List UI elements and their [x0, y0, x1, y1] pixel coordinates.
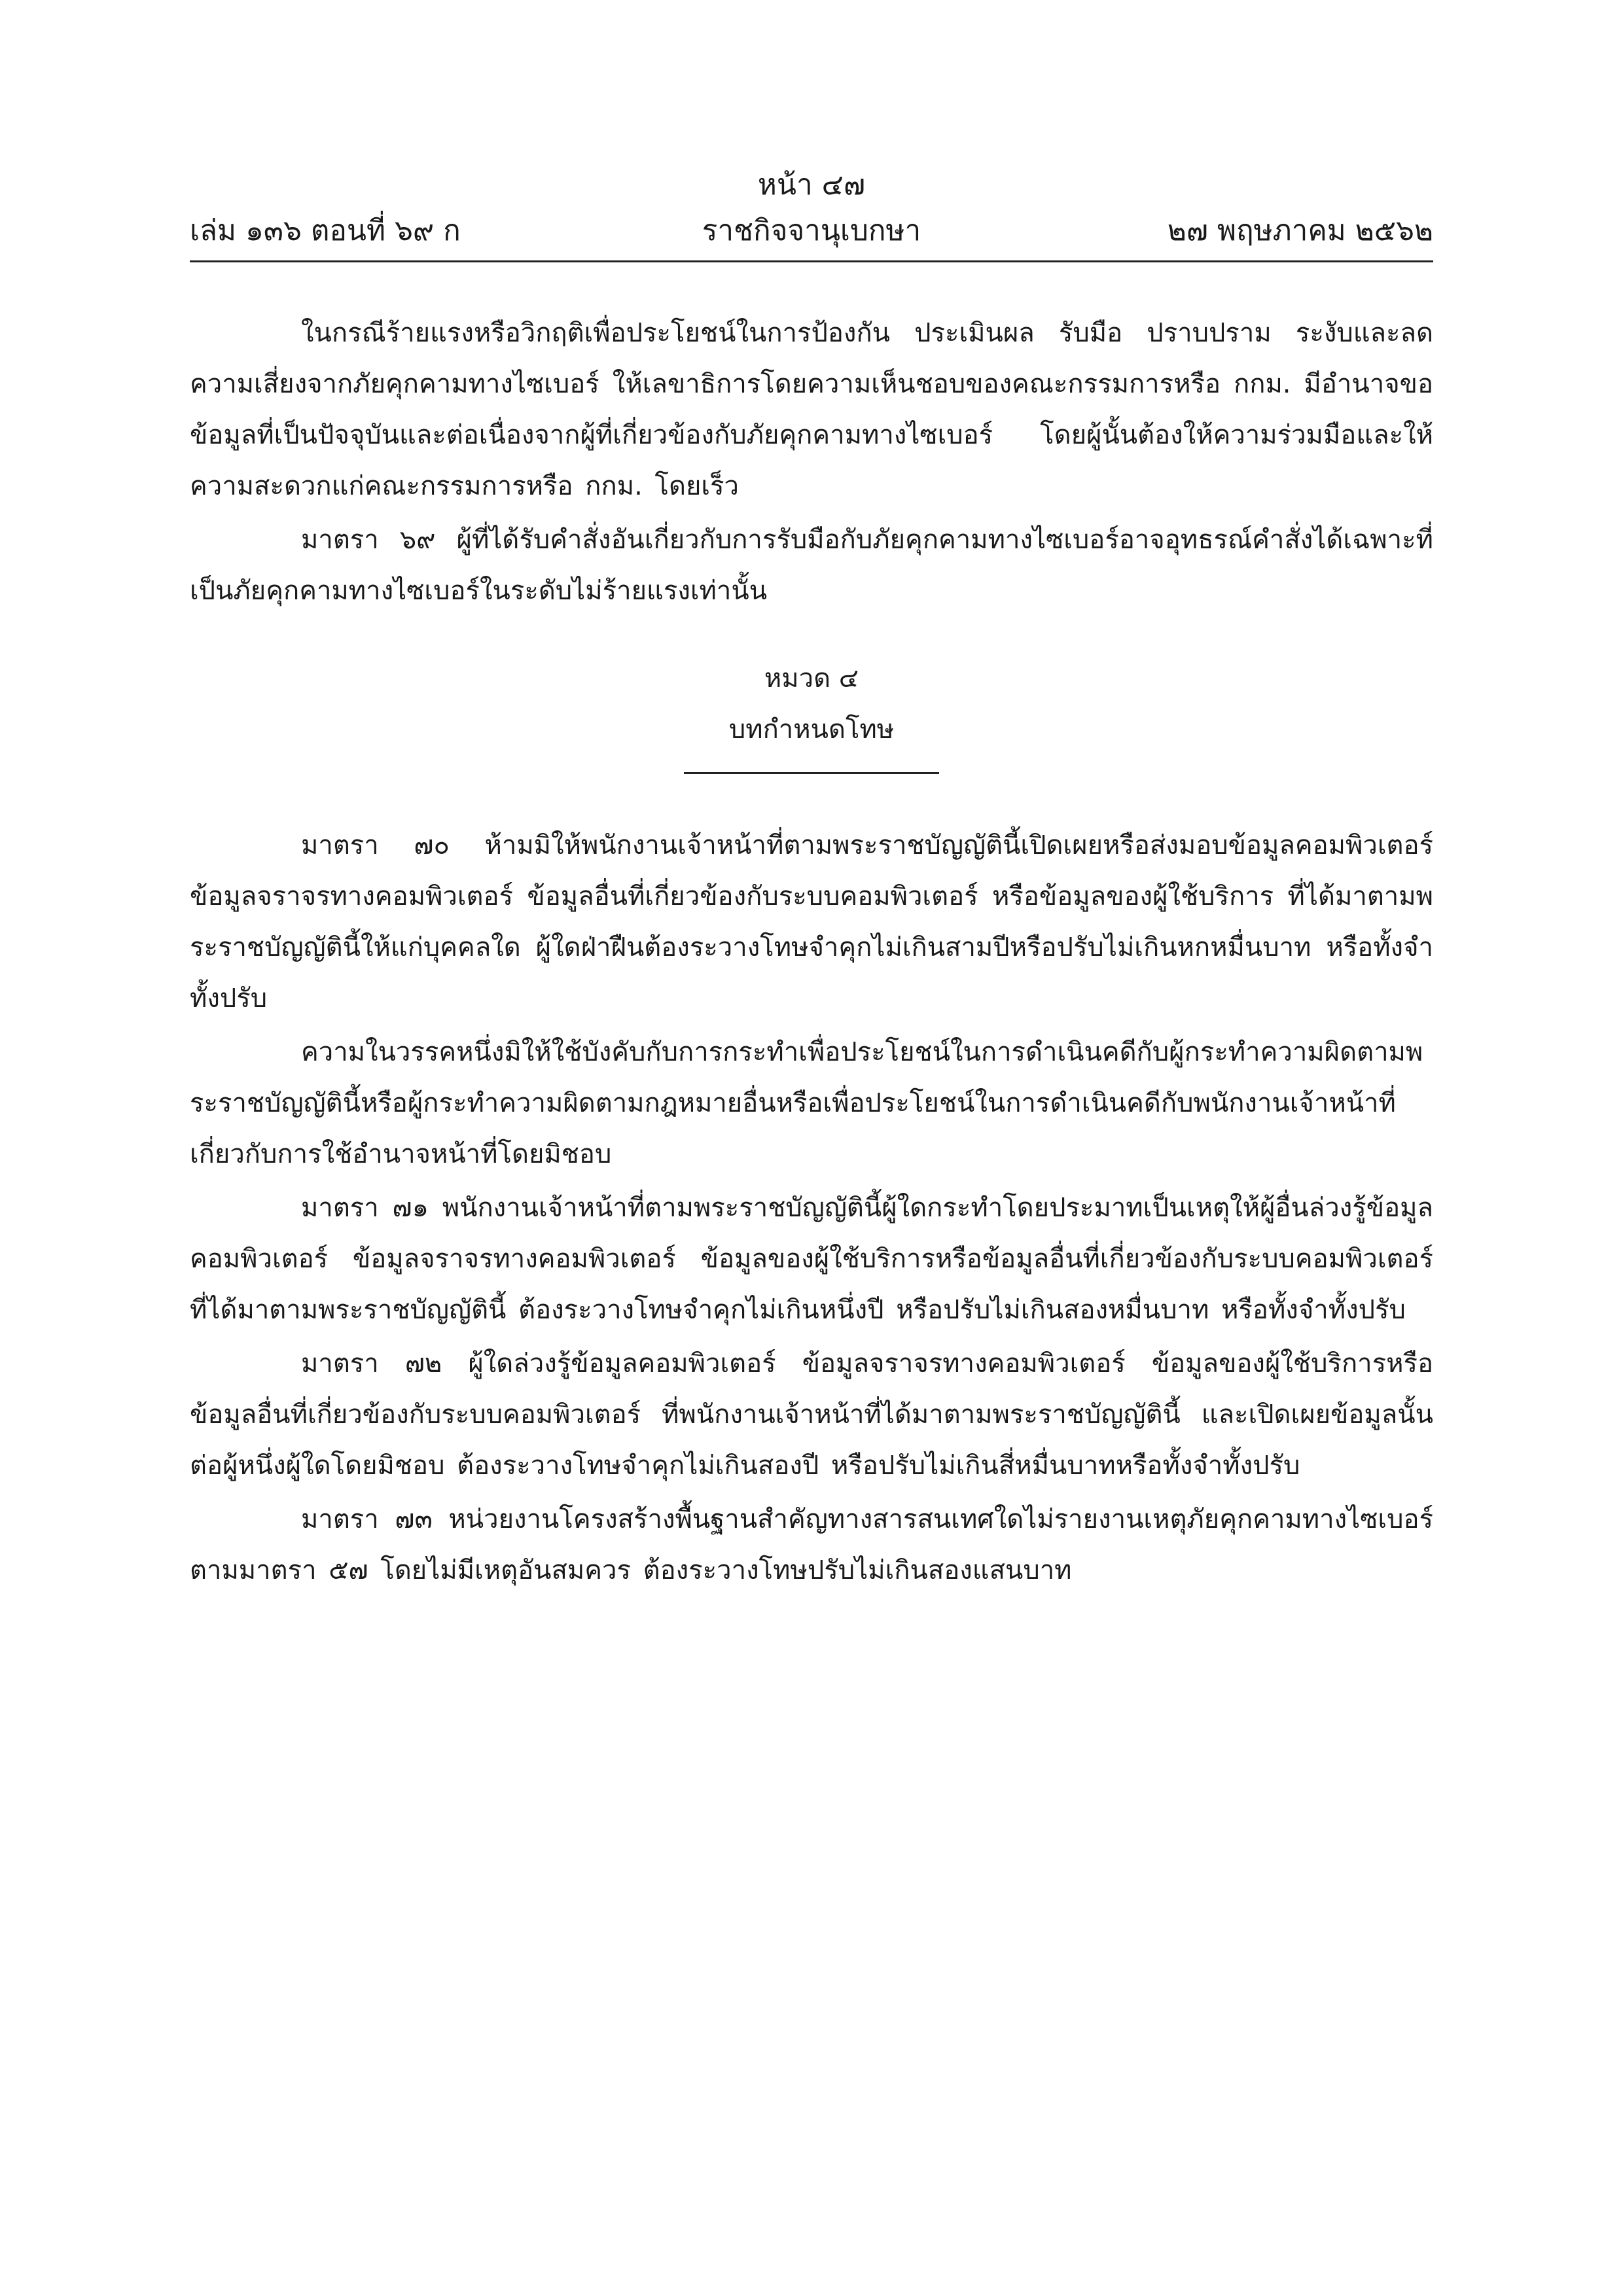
- section-70-paragraph-2: ความในวรรคหนึ่งมิให้ใช้บังคับกับการกระทำเพื่อประโยชน์ในการดำเนินคดีกับผู้กระทำความผิดตามพระราชบัญญัตินี้หรือผู้กระทำความผิดตามกฎหมายอื่นหรือเพื่อประโยชน์ในการดำเนินคดีกับพนักงานเจ้าหน้าที่เกี่ยวกับการใช้อำนาจหน้าที่โดยมิชอบ: [190, 1037, 1423, 1169]
- chapter-label: หมวด ๔: [764, 663, 859, 694]
- publication-name: ราชกิจจานุเบกษา: [702, 214, 921, 247]
- section-69: มาตรา ๖๙ ผู้ที่ได้รับคำสั่งอันเกี่ยวกับการรับมือกับภัยคุกคามทางไซเบอร์อาจอุทธรณ์คำสั่งได้เฉพาะที่เป็นภัยคุกคามทางไซเบอร์ในระดับไม่ร้ายแรงเท่านั้น: [190, 525, 1433, 606]
- section-73: มาตรา ๗๓ หน่วยงานโครงสร้างพื้นฐานสำคัญทางสารสนเทศใดไม่รายงานเหตุภัยคุกคามทางไซเบอร์ตามมาตรา ๕๗ โดยไม่มีเหตุอันสมควร ต้องระวางโทษปรับไม่เกินสองแสนบาท: [190, 1504, 1433, 1585]
- chapter-divider: [684, 772, 939, 774]
- paragraph-emergency-info-request: ในกรณีร้ายแรงหรือวิกฤติเพื่อประโยชน์ในการป้องกัน ประเมินผล รับมือ ปราบปราม ระงับและลดความเสี่ยงจากภัยคุกคามทางไซเบอร์ ให้เลขาธิการโดยความเห็นชอบของคณะกรรมการหรือ กกม. มีอำนาจขอข้อมูลที่เป็นปัจจุบันและต่อเนื่องจากผู้ที่เกี่ยวข้องกับภัยคุกคามทางไซเบอร์ โดยผู้นั้นต้องให้ความร่วมมือและให้ความสะดวกแก่คณะกรรมการหรือ กกม. โดยเร็ว: [190, 318, 1433, 501]
- section-71: มาตรา ๗๑ พนักงานเจ้าหน้าที่ตามพระราชบัญญัตินี้ผู้ใดกระทำโดยประมาทเป็นเหตุให้ผู้อื่นล่วงรู้ข้อมูลคอมพิวเตอร์ ข้อมูลจราจรทางคอมพิวเตอร์ ข้อมูลของผู้ใช้บริการหรือข้อมูลอื่นที่เกี่ยวข้องกับระบบคอมพิวเตอร์ ที่ได้มาตามพระราชบัญญัตินี้ ต้องระวางโทษจำคุกไม่เกินหนึ่งปี หรือปรับไม่เกินสองหมื่นบาท หรือทั้งจำทั้งปรับ: [190, 1193, 1433, 1325]
- header-divider: [190, 260, 1433, 262]
- gazette-header: [190, 208, 1433, 254]
- publication-date: ๒๗ พฤษภาคม ๒๕๖๒: [1167, 214, 1433, 247]
- chapter-title: บทกำหนดโทษ: [728, 715, 895, 745]
- volume-issue: เล่ม ๑๓๖ ตอนที่ ๖๙ ก: [190, 214, 461, 247]
- document-body: [190, 308, 1433, 1598]
- section-70: มาตรา ๗๐ ห้ามมิให้พนักงานเจ้าหน้าที่ตามพระราชบัญญัตินี้เปิดเผยหรือส่งมอบข้อมูลคอมพิวเตอร์ ข้อมูลจราจรทางคอมพิวเตอร์ ข้อมูลอื่นที่เกี่ยวข้องกับระบบคอมพิวเตอร์ หรือข้อมูลของผู้ใช้บริการ ที่ได้มาตามพระราชบัญญัตินี้ให้แก่บุคคลใด ผู้ใดฝ่าฝืนต้องระวางโทษจำคุกไม่เกินสามปีหรือปรับไม่เกินหกหมื่นบาท หรือทั้งจำทั้งปรับ: [190, 830, 1433, 1014]
- section-72: มาตรา ๗๒ ผู้ใดล่วงรู้ข้อมูลคอมพิวเตอร์ ข้อมูลจราจรทางคอมพิวเตอร์ ข้อมูลของผู้ใช้บริการหรือข้อมูลอื่นที่เกี่ยวข้องกับระบบคอมพิวเตอร์ ที่พนักงานเจ้าหน้าที่ได้มาตามพระราชบัญญัตินี้ และเปิดเผยข้อมูลนั้นต่อผู้หนึ่งผู้ใดโดยมิชอบ ต้องระวางโทษจำคุกไม่เกินสองปี หรือปรับไม่เกินสี่หมื่นบาทหรือทั้งจำทั้งปรับ: [190, 1349, 1433, 1481]
- page-number: หน้า ๔๗: [757, 168, 866, 202]
